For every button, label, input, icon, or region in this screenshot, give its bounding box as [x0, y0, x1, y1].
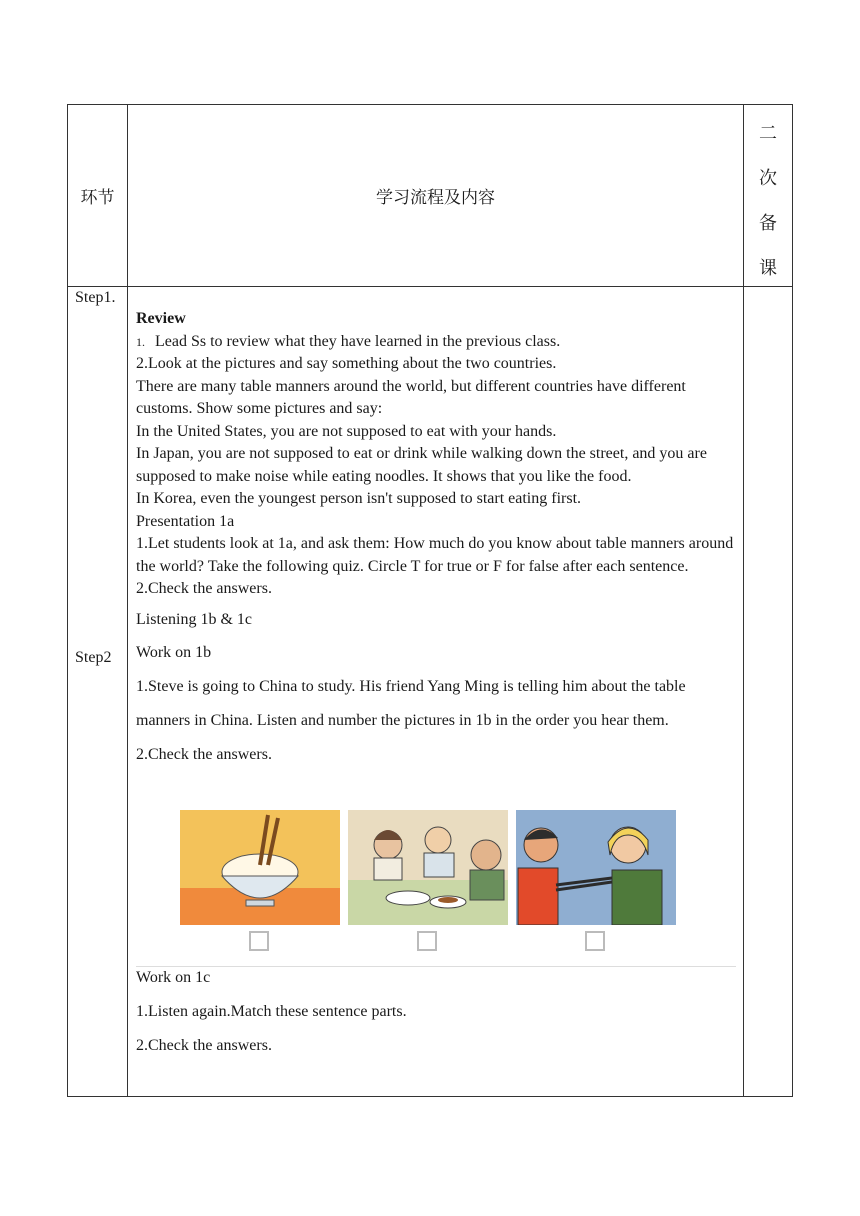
chopsticks-talk-picture	[516, 810, 676, 925]
review-line-6: In Korea, even the youngest person isn't supposed to start eating first.	[136, 490, 582, 507]
header-char: 二	[759, 123, 777, 144]
presentation-line-2: 2.Check the answers.	[136, 580, 272, 597]
listening-block	[136, 603, 740, 772]
header-process: 学习流程及内容	[376, 188, 495, 208]
answer-box[interactable]	[417, 931, 437, 951]
picture-row	[180, 805, 680, 965]
review-line-1	[136, 331, 740, 354]
step2-label: Step2	[75, 649, 112, 666]
listening-line-3: 1.Listen again.Match these sentence parts.	[136, 1003, 407, 1021]
listening-title: Listening 1b & 1c	[136, 610, 252, 628]
rice-bowl-picture	[180, 810, 340, 925]
section-divider	[136, 966, 736, 967]
row-divider	[68, 286, 792, 287]
review-line-1-text: Lead Ss to review what they have learned in the previous class.	[155, 332, 561, 350]
header-char: 备	[759, 213, 777, 234]
header-char: 次	[759, 168, 777, 189]
family-dinner-picture	[348, 810, 508, 925]
review-line-4: In the United States, you are not supposed to eat with your hands.	[136, 422, 557, 440]
list-number: 1.	[136, 334, 145, 349]
listening-block-1c	[136, 961, 740, 1062]
presentation-title: Presentation 1a	[136, 512, 235, 530]
presentation-line-1: 1.Let students look at 1a, and ask them: How much do you know about table manners around the world? Take the following quiz. Circle T for true or F for false after each sentence.	[136, 535, 734, 575]
listening-line-1: 1.Steve is going to China to study. His friend Yang Ming is telling him about the table manners in China. Listen and number the pictures in 1b in the order you hear them.	[136, 678, 686, 729]
review-line-3: There are many table manners around the world, but different countries have different customs. Show some pictures and say:	[136, 377, 686, 417]
listening-line-2: 2.Check the answers.	[136, 745, 272, 763]
review-line-5: In Japan, you are not supposed to eat or drink while walking down the street, and you are supposed to make noise while eating noodles. It shows that you like the food.	[136, 445, 707, 485]
header-second-prep	[744, 111, 792, 291]
step1-label: Step1.	[75, 289, 116, 306]
listening-line-4: 2.Check the answers.	[136, 1037, 272, 1055]
lesson-table	[67, 104, 793, 1097]
work-1c: Work on 1c	[136, 969, 211, 987]
answer-box[interactable]	[249, 931, 269, 951]
header-char: 课	[759, 258, 777, 279]
answer-box[interactable]	[585, 931, 605, 951]
review-line-2: 2.Look at the pictures and say something about the two countries.	[136, 355, 557, 372]
review-title: Review	[136, 310, 186, 327]
header-section: 环节	[80, 188, 115, 208]
work-1b: Work on 1b	[136, 644, 212, 662]
